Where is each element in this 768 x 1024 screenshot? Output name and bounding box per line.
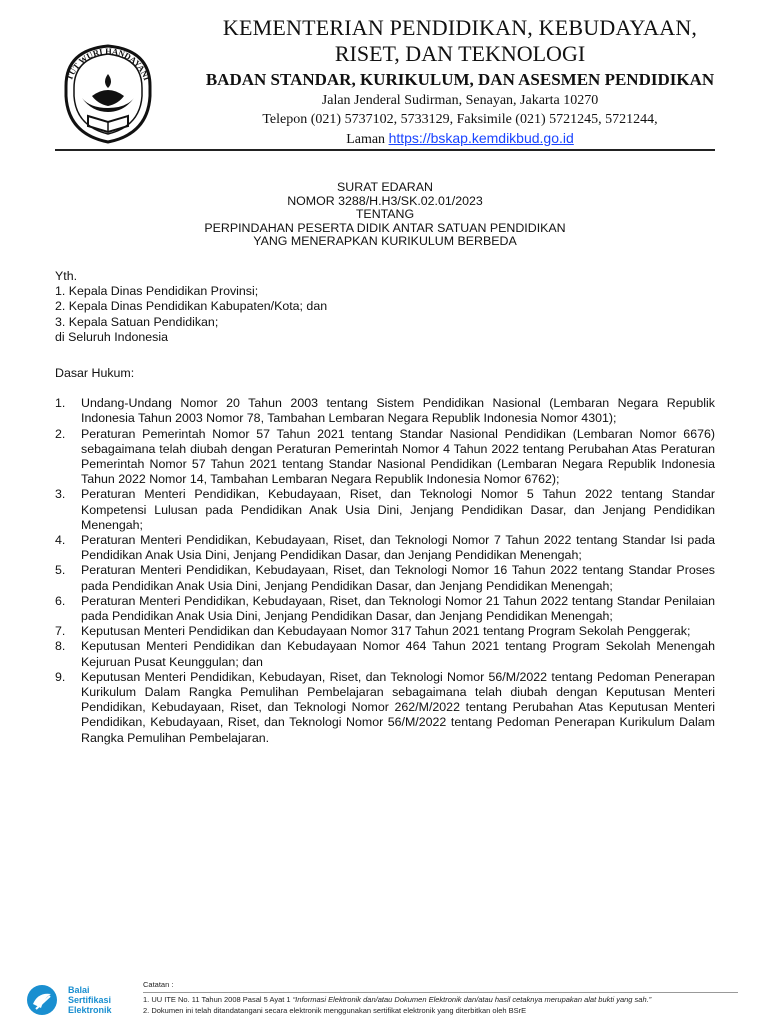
notes-divider — [143, 992, 738, 993]
list-item — [55, 533, 715, 563]
list-item — [55, 427, 715, 488]
list-number: 3. — [55, 487, 66, 502]
list-text: Peraturan Menteri Pendidikan, Kebudayaan, Riset, dan Teknologi Nomor 16 Tahun 2022 tentang Standar Proses pada Pendidikan Anak Usia Dini, Jenjang Pendidikan Dasar, dan Jenjang Pendidikan Menengah; — [81, 563, 715, 593]
recipient-item: 2. Kepala Dinas Pendidikan Kabupaten/Kota; dan — [55, 299, 328, 314]
list-text: Keputusan Menteri Pendidikan dan Kebudayaan Nomor 464 Tahun 2021 tentang Program Sekolah Menengah Kejuruan Pusat Keunggulan; dan — [81, 639, 715, 669]
list-item — [55, 487, 715, 533]
agency-phone: Telepon (021) 5737102, 5733129, Faksimile (021) 5721245, 5721244, — [262, 112, 658, 127]
list-text: Keputusan Menteri Pendidikan dan Kebudayaan Nomor 317 Tahun 2021 tentang Program Sekolah Penggerak; — [81, 624, 691, 639]
footer-notes — [143, 979, 743, 1016]
website-label: Laman — [346, 132, 386, 147]
list-text: Peraturan Menteri Pendidikan, Kebudayaan, Riset, dan Teknologi Nomor 7 Tahun 2022 tentang Standar Isi pada Pendidikan Anak Usia Dini, Jenjang Pendidikan Dasar, dan Jenjang Pendidikan Menengah; — [81, 533, 715, 563]
list-text: Undang-Undang Nomor 20 Tahun 2003 tentang Sistem Pendidikan Nasional (Lembaran Negara Republik Indonesia Tahun 2003 Nomor 78, Tambahan Lembaran Negara Republik Indonesia Nomor 4301); — [81, 396, 715, 426]
list-text: Peraturan Menteri Pendidikan, Kebudayaan, Riset, dan Teknologi Nomor 21 Tahun 2022 tentang Standar Penilaian pada Pendidikan Anak Usia Dini, Jenjang Pendidikan Dasar, dan Jenjang Pendidikan Menengah; — [81, 593, 715, 624]
list-item — [55, 670, 715, 746]
recipient-item: 3. Kepala Satuan Pendidikan; — [55, 314, 219, 329]
note-1 — [143, 994, 743, 1005]
greeting: Yth. — [55, 269, 78, 283]
note-2: 2. Dokumen ini telah ditandatangani secara elektronik menggunakan sertifikat elektronik yang diterbitkan oleh BSrE — [143, 1006, 527, 1015]
tut-wuri-handayani-logo — [52, 36, 164, 148]
agency-address: Jalan Jenderal Sudirman, Senayan, Jakarta 10270 — [321, 93, 599, 108]
letterhead — [160, 14, 760, 149]
letterhead-divider — [55, 149, 715, 151]
bsre-name-line3: Elektronik — [68, 1005, 112, 1015]
ministry-name-line2: RISET, DAN TEKNOLOGI — [334, 41, 586, 66]
list-number: 4. — [55, 533, 66, 548]
recipient-location: di Seluruh Indonesia — [55, 329, 168, 344]
list-text: Peraturan Menteri Pendidikan, Kebudayaan, Riset, dan Teknologi Nomor 5 Tahun 2022 tentang Standar Kompetensi Lulusan pada Pendidikan Anak Usia Dini, Jenjang Pendidikan Dasar, dan Jenjang Pendidikan Menengah; — [81, 487, 715, 532]
note-1-prefix: 1. UU ITE No. 11 Tahun 2008 Pasal 5 Ayat 1 — [143, 995, 293, 1004]
agency-name: BADAN STANDAR, KURIKULUM, DAN ASESMEN PENDIDIKAN — [205, 70, 715, 89]
list-number: 7. — [55, 624, 66, 639]
note-1-quote: “Informasi Elektronik dan/atau Dokumen Elektronik dan/atau hasil cetaknya merupakan alat bukti yang sah.” — [292, 995, 652, 1004]
logo-motto-text: TUT WURI HANDAYANI — [64, 45, 152, 82]
ministry-name-line1: KEMENTERIAN PENDIDIKAN, KEBUDAYAAN, — [222, 15, 698, 40]
list-item — [55, 396, 715, 426]
list-number: 2. — [55, 426, 66, 441]
list-number: 5. — [55, 563, 66, 578]
list-number: 9. — [55, 669, 66, 684]
legal-basis-title: Dasar Hukum: — [55, 366, 135, 381]
letter-subject-line1: PERPINDAHAN PESERTA DIDIK ANTAR SATUAN PENDIDIKAN — [204, 220, 566, 235]
recipient-item: 1. Kepala Dinas Pendidikan Provinsi; — [55, 284, 259, 299]
letter-heading — [55, 181, 715, 249]
bsre-name-line2: Sertifikasi — [68, 995, 112, 1005]
letter-number: NOMOR 3288/H.H3/SK.02.01/2023 — [287, 193, 483, 208]
list-number: 8. — [55, 639, 66, 654]
letter-body — [55, 269, 715, 746]
notes-title: Catatan : — [143, 980, 174, 989]
list-text: Peraturan Pemerintah Nomor 57 Tahun 2021 tentang Standar Nasional Pendidikan (Lembaran Nomor 6676) sebagaimana telah diubah dengan Peraturan Pemerintah Nomor 4 Tahun 2022 tentang Perubahan Atas Peraturan Pemerintah Nomor 57 Tahun 2021 tentang Standar Nasional Pendidikan (Lembaran Negara Republik Indonesia Tahun 2022 Nomor 14, Tambahan Lembaran Negara Republik Indonesia Nomor 6762); — [81, 426, 715, 487]
list-item — [55, 563, 715, 593]
website-link[interactable]: https://bskap.kemdikbud.go.id — [388, 130, 574, 146]
list-number: 6. — [55, 593, 66, 608]
letter-about: TENTANG — [355, 207, 415, 221]
list-text: Keputusan Menteri Pendidikan, Kebudayan, Riset, dan Teknologi Nomor 56/M/2022 tentang Pedoman Penerapan Kurikulum Dalam Rangka Pemulihan Pembelajaran sebagaimana telah diubah dengan Keputusan Menteri Pendidikan, Kebudayaan, Riset, dan Teknologi Nomor 262/M/2022 tentang Perubahan Atas Keputusan Menteri Pendidikan, Kebudayaan, Riset, dan Teknologi Nomor 56/M/2022 tentang Pedoman Penerapan Kurikulum Dalam Rangka Pemulihan Pembelajaran. — [81, 669, 715, 745]
letter-type: SURAT EDARAN — [337, 180, 433, 194]
legal-basis-list — [55, 396, 715, 746]
letter-subject-line2: YANG MENERAPKAN KURIKULUM BERBEDA — [253, 234, 517, 248]
list-item — [55, 624, 715, 639]
recipients — [55, 269, 715, 345]
list-number: 1. — [55, 396, 66, 411]
agency-website — [160, 129, 760, 149]
list-item — [55, 639, 715, 669]
bsre-name — [68, 985, 112, 1015]
bsre-name-line1: Balai — [68, 985, 90, 995]
list-item — [55, 594, 715, 624]
